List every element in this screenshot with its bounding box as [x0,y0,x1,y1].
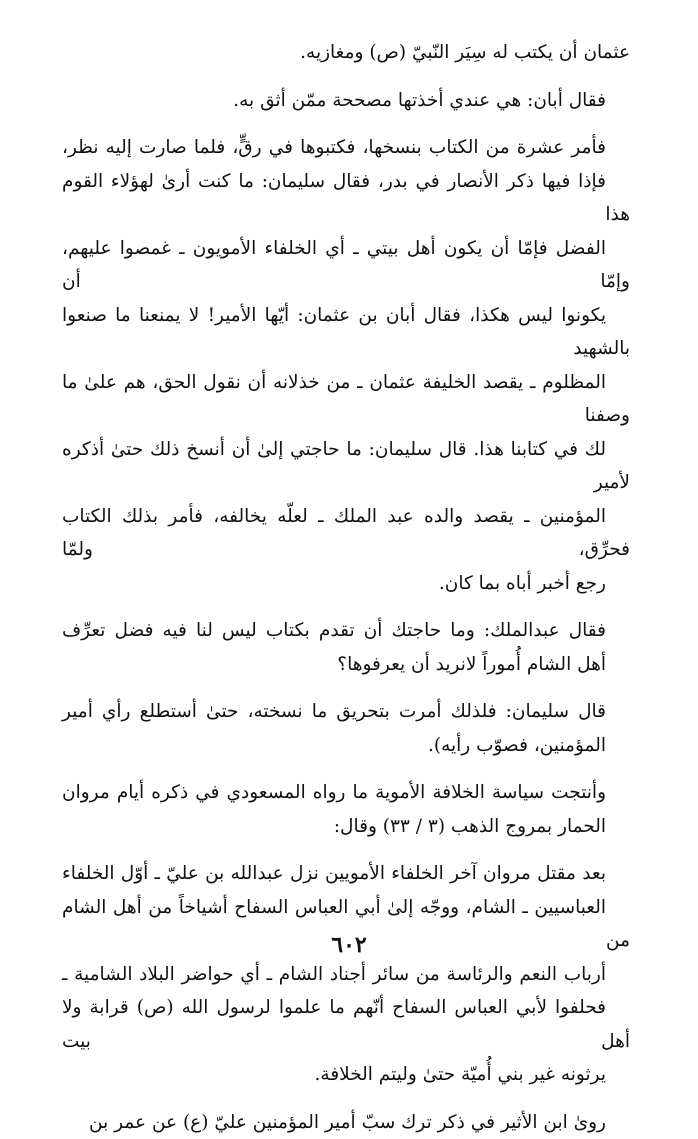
text-line: الحمار بمروج الذهب (٣ / ٣٣) وقال: [62,810,630,844]
text-line: فأمر عشرة من الكتاب بنسخها، فكتبوها في رقٍّ، فلما صارت إليه نظر، [62,131,630,165]
paragraph-4 [62,614,630,681]
text-line: يرثونه غير بني أُميّة حتىٰ وليتم الخلافة. [62,1058,630,1092]
text-line: العباسيين ـ الشام، ووجّه إلىٰ أبي العباس السفاح أشياخاً من أهل الشام من [62,891,630,958]
text-line: روىٰ ابن الأثير في ذكر ترك سبّ أمير المؤمنين عليّ (ع) عن عمر بن [62,1106,630,1139]
page-number: ٦٠٢ [0,932,698,958]
text-line: الفضل فإمّا أن يكون أهل بيتي ـ أي الخلفاء الأمويون ـ غمصوا عليهم، وإمّا أن [62,232,630,299]
paragraph-8 [62,1106,630,1139]
text-line: عثمان أن يكتب له سِيَر النّبيّ (ص) ومغازيه. [62,36,630,70]
text-line: فإذا فيها ذكر الأنصار في بدر، فقال سليمان: ما كنت أرىٰ لهؤلاء القوم هذا [62,165,630,232]
text-line: لك في كتابنا هذا. قال سليمان: ما حاجتي إلىٰ أن أنسخ ذلك حتىٰ أذكره لأمير [62,433,630,500]
text-line: المؤمنين، فصوّب رأيه). [62,729,630,763]
text-line: قال سليمان: فلذلك أمرت بتحريق ما نسخته، حتىٰ أستطلع رأي أمير [62,695,630,729]
text-line: يكونوا ليس هكذا، فقال أبان بن عثمان: أيّها الأمير! لا يمنعنا ما صنعوا بالشهيد [62,299,630,366]
text-line: فحلفوا لأبي العباس السفاح أنّهم ما علموا لرسول الله (ص) قرابة ولا أهل بيت [62,991,630,1058]
text-line: وأنتجت سياسة الخلافة الأموية ما رواه المسعودي في ذكره أيام مروان [62,776,630,810]
text-line: أرباب النعم والرئاسة من سائر أجناد الشام ـ أي حواضر البلاد الشامية ـ [62,958,630,992]
text-line: فقال عبدالملك: وما حاجتك أن تقدم بكتاب ليس لنا فيه فضل تعرِّف [62,614,630,648]
paragraph-3 [62,131,630,600]
paragraph-6 [62,776,630,843]
paragraph-5 [62,695,630,762]
text-line: أهل الشام أُموراً لانريد أن يعرفوها؟ [62,648,630,682]
paragraph-7 [62,857,630,1092]
text-line: المظلوم ـ يقصد الخليفة عثمان ـ من خذلانه أن نقول الحق، هم علىٰ ما وصفنا [62,366,630,433]
text-line: بعد مقتل مروان آخر الخلفاء الأمويين نزل عبدالله بن عليّ ـ أوّل الخلفاء [62,857,630,891]
text-line: فقال أبان: هي عندي أخذتها مصححة ممّن أثق به. [62,84,630,118]
paragraph-2 [62,84,630,118]
text-line: المؤمنين ـ يقصد والده عبد الملك ـ لعلّه يخالفه، فأمر بذلك الكتاب فحرِّق، ولمّا [62,500,630,567]
body-text [62,36,630,1139]
paragraph-1 [62,36,630,70]
text-line: رجع أخبر أباه بما كان. [62,567,630,601]
